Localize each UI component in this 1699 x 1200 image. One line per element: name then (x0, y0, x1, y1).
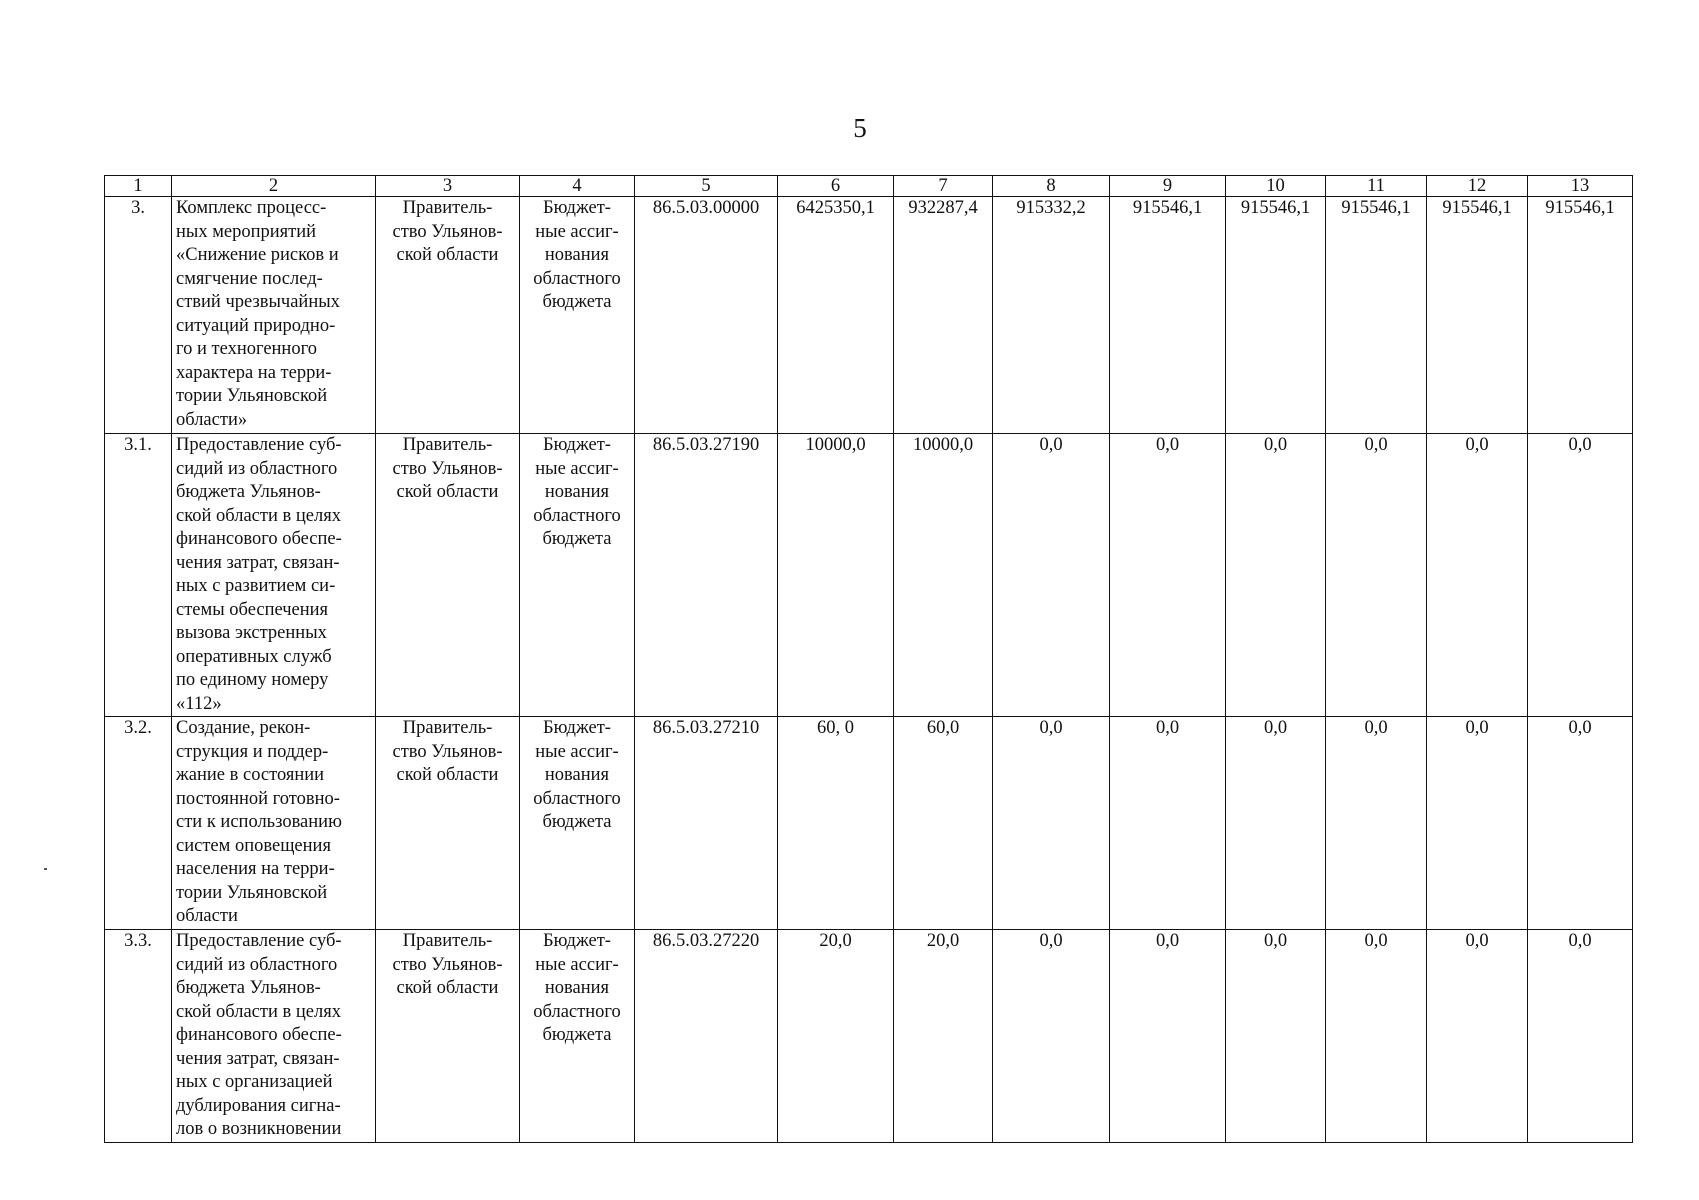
text-line: тории Ульяновской (176, 882, 328, 903)
funding-source (520, 717, 635, 930)
column-number-row (105, 176, 1633, 197)
text-line: бюджета Ульянов- (176, 482, 321, 502)
column-header: 4 (520, 176, 635, 197)
text-line: тории Ульяновской (176, 386, 328, 406)
text-line: Бюджет- (543, 718, 611, 738)
value-cell: 0,0 (1326, 434, 1427, 717)
column-header: 10 (1226, 176, 1326, 197)
responsible-executor (376, 434, 520, 717)
column-header: 11 (1326, 176, 1427, 197)
text-line: нования (544, 482, 610, 502)
text-line: жание в состоянии (176, 765, 325, 785)
value-cell: 20,0 (894, 930, 993, 1143)
table-row (105, 197, 1633, 434)
text-line: ской области в целях (176, 1001, 341, 1022)
measure-name (172, 717, 376, 930)
table-row (105, 434, 1633, 717)
budget-table (104, 175, 1633, 1143)
column-header: 3 (376, 176, 520, 197)
value-cell: 0,0 (1110, 930, 1226, 1143)
text-line: бюджета (542, 292, 612, 312)
value-cell: 10000,0 (778, 434, 894, 717)
text-line: сидий из областного (176, 954, 338, 975)
text-line: стемы обеспечения (176, 599, 329, 620)
text-line: ство Ульянов- (392, 458, 503, 479)
column-header: 7 (894, 176, 993, 197)
value-cell: 0,0 (1528, 434, 1633, 717)
text-line: ные ассиг- (535, 741, 619, 762)
table-row (105, 717, 1633, 930)
text-line: бюджета (542, 812, 612, 832)
text-line: ской области (396, 978, 499, 998)
text-line: по единому номеру (176, 670, 329, 690)
text-line: ных с организацией (176, 1072, 333, 1092)
value-cell: 915546,1 (1427, 197, 1528, 434)
measure-name (172, 197, 376, 434)
text-line: чения затрат, связан- (176, 1048, 340, 1069)
text-line: смягчение послед- (176, 268, 323, 289)
value-cell: 0,0 (993, 434, 1110, 717)
text-line: Бюджет- (543, 931, 611, 951)
responsible-executor (376, 930, 520, 1143)
text-line: Правитель- (402, 435, 493, 455)
text-line: ской области (396, 245, 499, 265)
text-line: Комплекс процесс- (176, 198, 327, 218)
value-cell: 0,0 (1110, 717, 1226, 930)
value-cell: 0,0 (1226, 434, 1326, 717)
value-cell: 0,0 (1528, 930, 1633, 1143)
text-line: ской области в целях (176, 505, 341, 526)
text-line: областного (533, 788, 621, 809)
text-line: ство Ульянов- (392, 221, 503, 242)
text-line: областного (533, 268, 621, 289)
column-header: 9 (1110, 176, 1226, 197)
text-line: бюджета Ульянов- (176, 978, 321, 998)
text-line: «112» (176, 693, 222, 714)
text-line: Бюджет- (543, 435, 611, 455)
value-cell: 915546,1 (1110, 197, 1226, 434)
text-line: ство Ульянов- (392, 954, 503, 975)
text-line: Предоставление суб- (176, 435, 342, 455)
text-line: области» (176, 409, 248, 430)
text-line: характера на терри- (176, 362, 332, 383)
text-line: вызова экстренных (176, 623, 327, 643)
column-header: 13 (1528, 176, 1633, 197)
text-line: Правитель- (402, 718, 493, 738)
column-header: 5 (635, 176, 778, 197)
text-line: ствий чрезвычайных (176, 292, 340, 312)
budget-code: 86.5.03.27210 (635, 717, 778, 930)
text-line: Бюджет- (543, 198, 611, 218)
text-line: ных мероприятий (176, 221, 317, 242)
column-header: 12 (1427, 176, 1528, 197)
column-header: 8 (993, 176, 1110, 197)
text-line: бюджета (542, 529, 612, 549)
value-cell: 915546,1 (1226, 197, 1326, 434)
text-line: нования (544, 245, 610, 265)
value-cell: 0,0 (1226, 930, 1326, 1143)
column-header: 1 (105, 176, 172, 197)
text-line: ской области (396, 482, 499, 502)
value-cell: 20,0 (778, 930, 894, 1143)
value-cell: 932287,4 (894, 197, 993, 434)
text-line: областного (533, 505, 621, 526)
text-line: Предоставление суб- (176, 931, 342, 951)
value-cell: 915546,1 (1326, 197, 1427, 434)
value-cell: 0,0 (1226, 717, 1326, 930)
value-cell: 0,0 (993, 717, 1110, 930)
table-row (105, 930, 1633, 1143)
value-cell: 0,0 (1326, 717, 1427, 930)
funding-source (520, 197, 635, 434)
budget-code: 86.5.03.27190 (635, 434, 778, 717)
value-cell: 10000,0 (894, 434, 993, 717)
text-line: ные ассиг- (535, 458, 619, 479)
text-line: Правитель- (402, 198, 493, 218)
text-line: областного (533, 1001, 621, 1022)
text-line: ситуаций природно- (176, 315, 336, 336)
page-number: 5 (853, 113, 867, 143)
value-cell: 0,0 (1427, 930, 1528, 1143)
text-line: ные ассиг- (535, 954, 619, 975)
value-cell: 6425350,1 (778, 197, 894, 434)
column-header: 6 (778, 176, 894, 197)
text-line: ской области (396, 765, 499, 785)
budget-code: 86.5.03.27220 (635, 930, 778, 1143)
value-cell: 915332,2 (993, 197, 1110, 434)
text-line: лов о возникновении (176, 1119, 342, 1139)
text-line: чения затрат, связан- (176, 552, 340, 573)
value-cell: 60,0 (894, 717, 993, 930)
value-cell: 60, 0 (778, 717, 894, 930)
funding-source (520, 434, 635, 717)
row-number: 3.1. (105, 434, 172, 717)
text-line: ных с развитием си- (176, 576, 336, 596)
scan-speck (44, 868, 47, 870)
text-line: ство Ульянов- (392, 741, 503, 762)
value-cell: 0,0 (1110, 434, 1226, 717)
text-line: оперативных служб (176, 646, 332, 667)
text-line: населения на терри- (176, 859, 335, 879)
value-cell: 0,0 (1326, 930, 1427, 1143)
text-line: сти к использованию (176, 812, 342, 832)
text-line: дублирования сигна- (176, 1095, 341, 1116)
text-line: струкция и поддер- (176, 741, 329, 762)
text-line: нования (544, 978, 610, 998)
text-line: финансового обеспе- (176, 1025, 342, 1045)
text-line: Правитель- (402, 931, 493, 951)
text-line: постоянной готовно- (176, 788, 340, 809)
value-cell: 915546,1 (1528, 197, 1633, 434)
text-line: ные ассиг- (535, 221, 619, 242)
row-number: 3.3. (105, 930, 172, 1143)
value-cell: 0,0 (993, 930, 1110, 1143)
text-line: го и техногенного (176, 339, 317, 359)
measure-name (172, 930, 376, 1143)
row-number: 3. (105, 197, 172, 434)
text-line: области (176, 906, 238, 926)
row-number: 3.2. (105, 717, 172, 930)
funding-source (520, 930, 635, 1143)
text-line: нования (544, 765, 610, 785)
value-cell: 0,0 (1528, 717, 1633, 930)
text-line: финансового обеспе- (176, 529, 342, 549)
value-cell: 0,0 (1427, 717, 1528, 930)
measure-name (172, 434, 376, 717)
responsible-executor (376, 717, 520, 930)
column-header: 2 (172, 176, 376, 197)
text-line: бюджета (542, 1025, 612, 1045)
responsible-executor (376, 197, 520, 434)
value-cell: 0,0 (1427, 434, 1528, 717)
text-line: Создание, рекон- (176, 718, 311, 738)
text-line: сидий из областного (176, 458, 338, 479)
text-line: систем оповещения (176, 835, 331, 856)
budget-code: 86.5.03.00000 (635, 197, 778, 434)
text-line: «Снижение рисков и (176, 245, 339, 265)
